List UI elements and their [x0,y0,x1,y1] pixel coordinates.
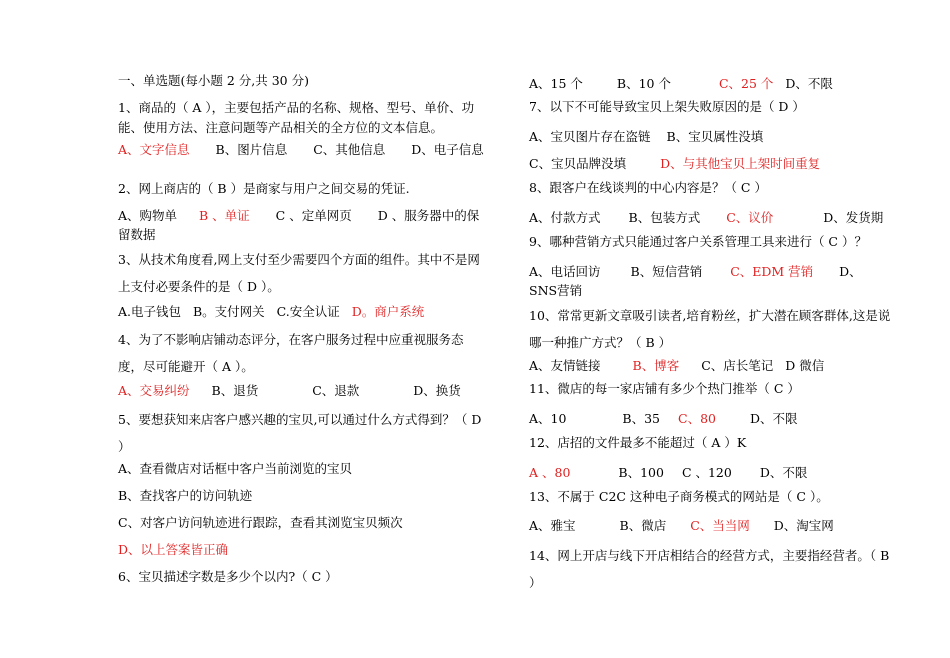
q1-option-c: C、其他信息 [313,142,386,157]
q8-option-a: A、付款方式 [529,210,601,225]
q3-option-d: D。商户系统 [351,304,425,319]
q10-stem: 10、常常更新文章吸引读者,培育粉丝，扩大潜在顾客群体,这是说哪一种推广方式？（ B ） [529,308,891,350]
q4-stem: 4、为了不影响店铺动态评分，在客户服务过程中应重视服务态度，尽可能避开（ A ）。 [118,332,464,374]
q10-option-c: C、店长笔记 [701,358,774,373]
q9-option-d: D、SNS营销 [529,264,862,298]
q12-options [529,463,897,481]
q8-options [529,208,897,226]
q11-options [529,409,897,427]
q2-option-c: C 、定单网页 [275,208,352,223]
q5-option-d: D、以上答案皆正确 [118,542,229,557]
q4-options [118,381,486,399]
q9-option-c: C、EDM 营销 [730,264,814,279]
q3-option-a: A.电子钱包 [118,304,182,319]
q6-stem: 6、宝贝描述字数是多少个以内?（ C ） [118,569,338,584]
q13-option-a: A、雅宝 [529,518,576,533]
q5-option-b: B、查找客户的访问轨迹 [118,488,253,503]
q10-option-b: B、博客 [632,358,680,373]
q7-stem: 7、以下不可能导致宝贝上架失败原因的是（ D ） [529,99,805,114]
q13-stem: 13、不属于 C2C 这种电子商务模式的网站是（ C ）。 [529,489,829,504]
q2-option-d: D 、服务器中的保留数据 [118,208,480,242]
q6-option-d: D、不限 [785,76,833,91]
q2-option-a: A、购物单 [118,208,178,223]
q4-option-a: A、交易纠纷 [118,383,190,398]
q5-stem: 5、要想获知来店客户感兴趣的宝贝,可以通过什么方式得到？（ D ） [118,412,482,454]
q6-option-c: C、25 个 [718,76,774,91]
q2-options [118,206,486,244]
q5-option-c: C、对客户访问轨迹进行跟踪，查看其浏览宝贝频次 [118,515,403,530]
q3-options [118,302,486,320]
q1-option-d: D、电子信息 [411,142,484,157]
q6-options [529,74,897,92]
q9-option-b: B、短信营销 [630,264,703,279]
q1-stem: 1、商品的（ A ），主要包括产品的名称、规格、型号、单价、功能、使用方法、注意问题等产品相关的全方位的文本信息。 [118,100,475,135]
q11-option-b: B、35 [622,411,661,426]
q6-option-a: A、15 个 [529,76,583,91]
q9-option-a: A、电话回访 [529,264,601,279]
q1-option-a: A、文字信息 [118,142,190,157]
q13-options [529,516,897,534]
q6-option-b: B、10 个 [616,76,671,91]
q9-stem: 9、哪种营销方式只能通过客户关系管理工具来进行（ C ）？ [529,234,867,249]
q7-option-a: A、宝贝图片存在盗链 [529,129,651,144]
q12-option-c: C 、120 [681,465,732,480]
q8-option-c: C、议价 [726,210,774,225]
q12-option-b: B、100 [618,465,664,480]
q5-option-a: A、查看微店对话框中客户当前浏览的宝贝 [118,461,353,476]
q3-stem: 3、从技术角度看,网上支付至少需要四个方面的组件。其中不是网上支付必要条件的是（ D ）。 [118,252,480,294]
q2-stem: 2、网上商店的（ B ）是商家与用户之间交易的凭证. [118,181,410,196]
q12-option-d: D、不限 [759,465,808,480]
q7-option-b: B、宝贝属性没填 [666,129,764,144]
q4-option-b: B、退货 [211,383,259,398]
q7-options-row1 [529,127,897,145]
q12-option-a: A 、80 [529,465,571,480]
q8-option-b: B、包装方式 [628,210,701,225]
section-title: 一、单选题(每小题 2 分,共 30 分) [118,73,309,88]
q7-options-row2 [529,154,897,172]
q12-stem: 12、店招的文件最多不能超过（ A ）K [529,435,747,450]
q10-options [529,356,897,374]
q7-option-c: C、宝贝品牌没填 [529,156,627,171]
q4-option-d: D、换货 [413,383,461,398]
q2-option-b: B 、单证 [199,208,250,223]
q3-option-b: B。支付网关 [193,304,265,319]
q11-stem: 11、微店的每一家店铺有多少个热门推举（ C ） [529,381,800,396]
q9-options [529,262,889,300]
q11-option-c: C、80 [678,411,716,426]
q1-option-b: B、图片信息 [215,142,288,157]
q8-option-d: D、发货期 [823,210,884,225]
q1-options [118,140,486,159]
q11-option-a: A、10 [529,411,567,426]
q8-stem: 8、跟客户在线谈判的中心内容是？（ C ） [529,180,767,195]
q10-option-a: A、友情链接 [529,358,601,373]
q3-option-c: C.安全认证 [276,304,340,319]
q13-option-b: B、微店 [619,518,667,533]
q13-option-c: C、当当网 [690,518,750,533]
q11-option-d: D、不限 [749,411,798,426]
q10-option-d: D 微信 [785,358,825,373]
q7-option-d: D、与其他宝贝上架时间重复 [660,156,821,171]
q13-option-d: D、淘宝网 [773,518,834,533]
q14-stem: 14、网上开店与线下开店相结合的经营方式，主要指经营者。（ B ） [529,548,890,590]
q4-option-c: C、退款 [312,383,360,398]
